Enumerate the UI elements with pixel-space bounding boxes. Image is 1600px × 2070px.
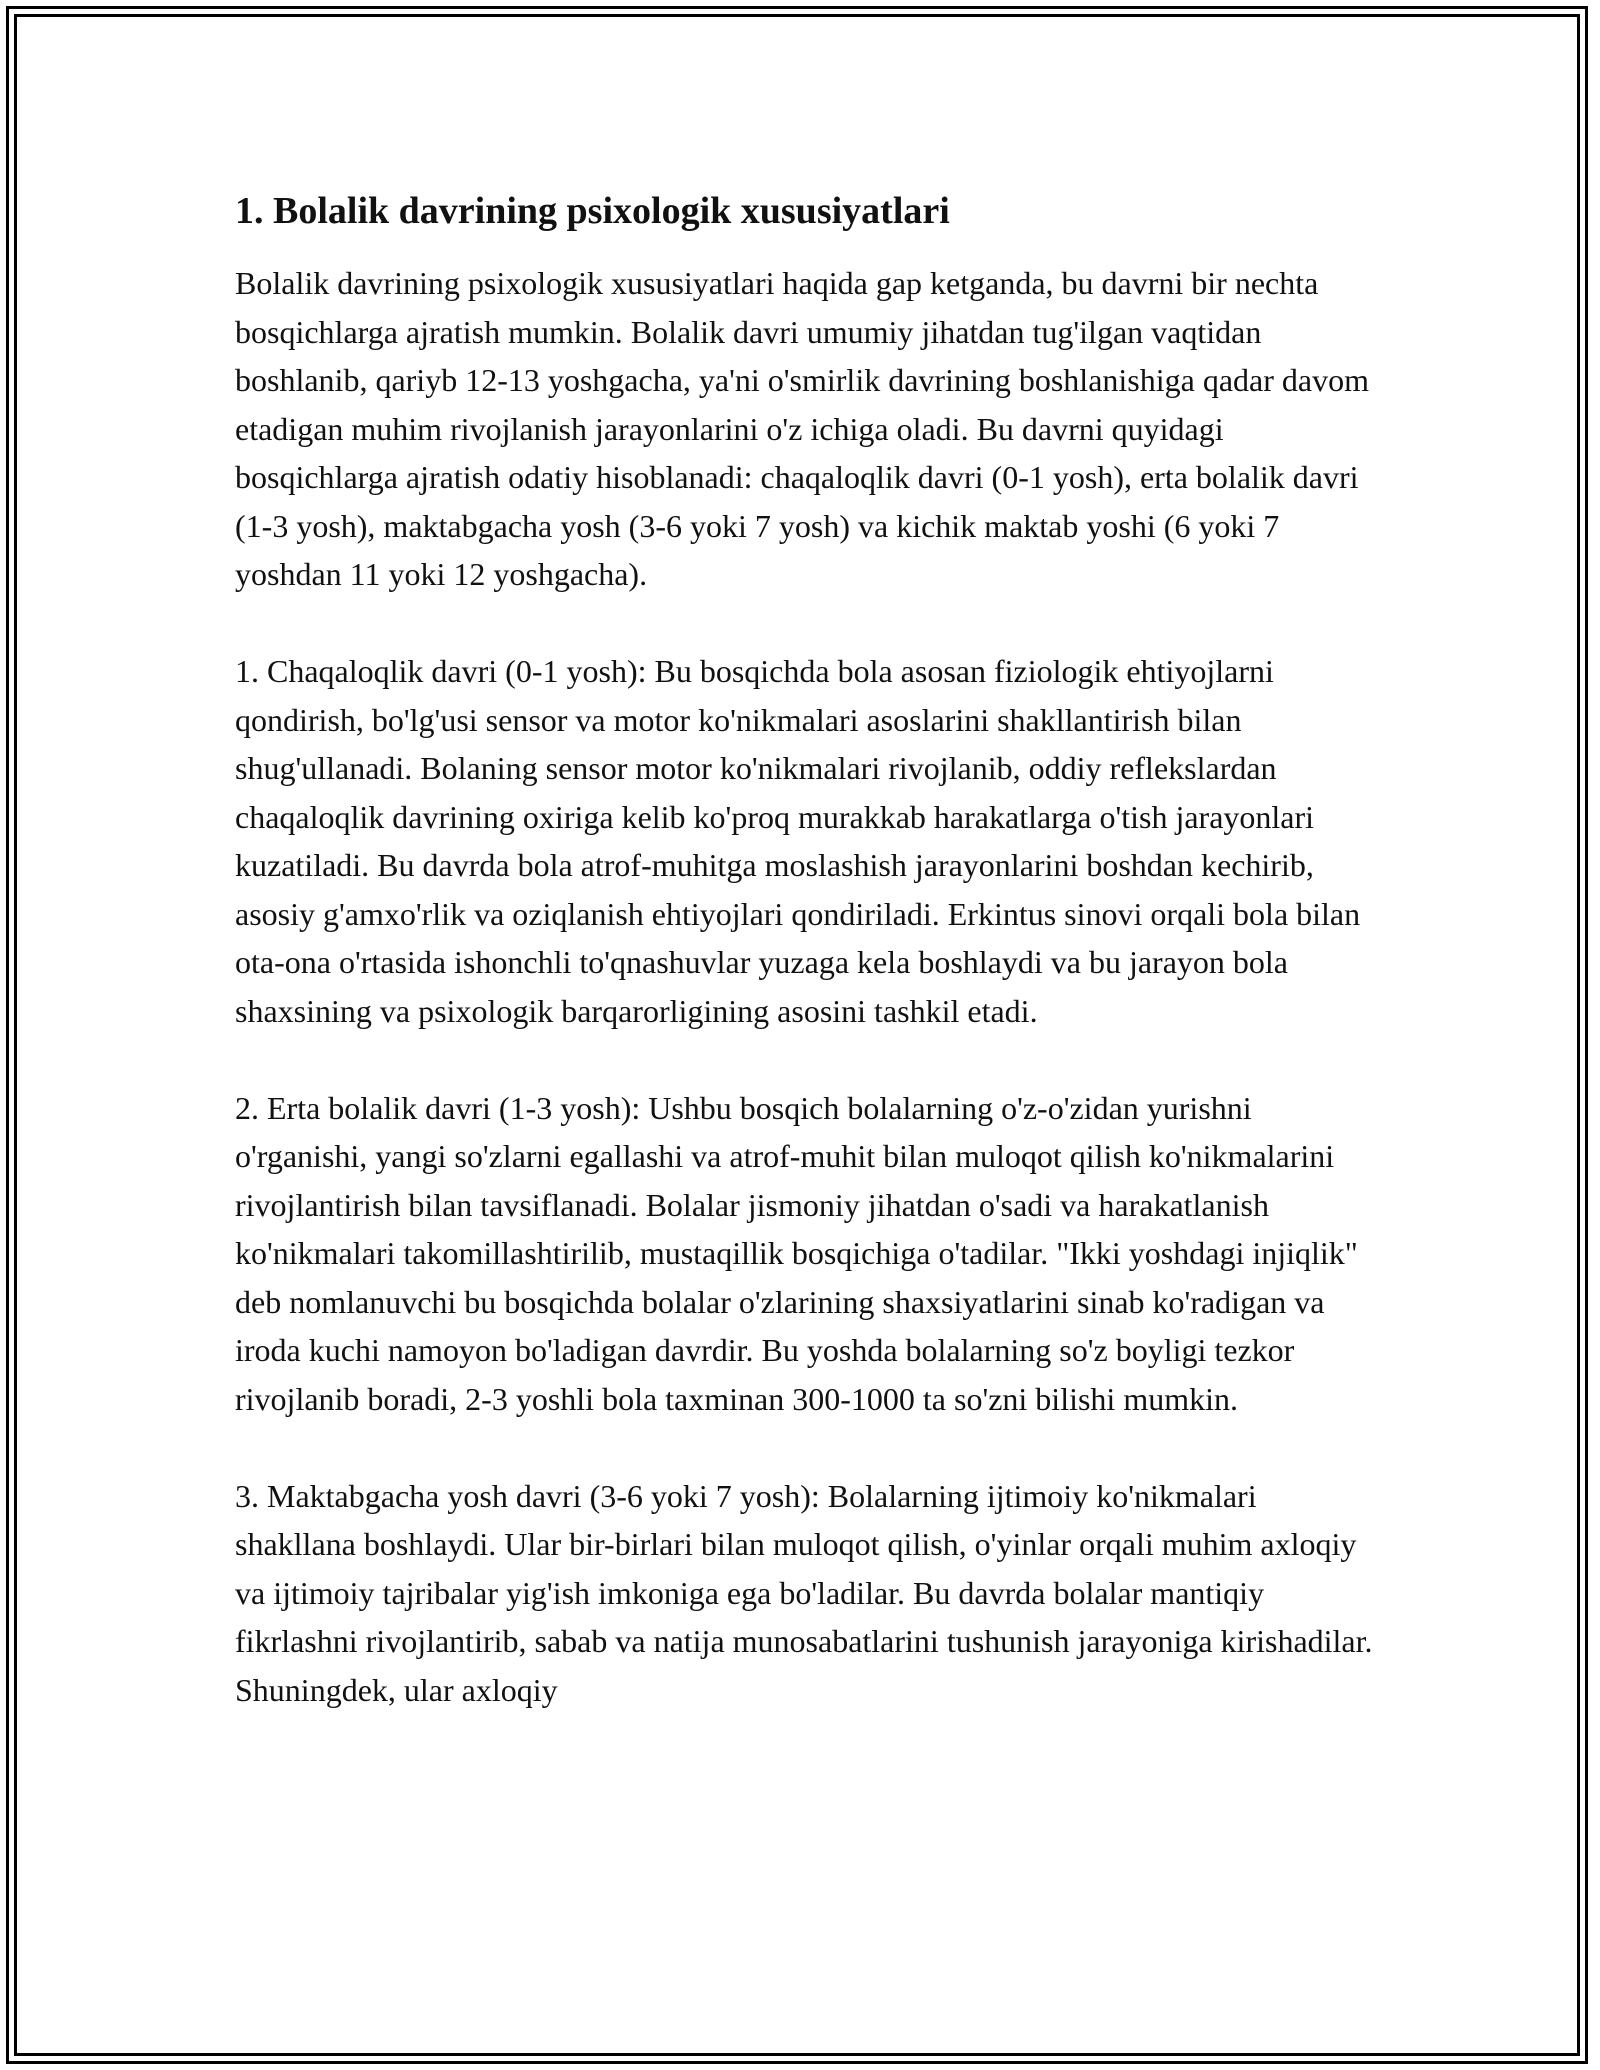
infancy-paragraph: 1. Chaqaloqlik davri (0-1 yosh): Bu bosqichda bola asosan fiziologik ehtiyojlarni qondirish, bo'lg'usi sensor va motor ko'nikmalari asoslarini shakllantirish bilan shug'ullanadi. Bolaning sensor motor ko'nikmalari rivojlanib, oddiy reflekslardan chaqaloqlik davrining oxiriga kelib ko'proq murakkab harakatlarga o'tish jarayonlari kuzatiladi. Bu davrda bola atrof-muhitga moslashish jarayonlarini boshdan kechirib, asosiy g'amxo'rlik va oziqlanish ehtiyojlari qondiriladi. Erkintus sinovi orqali bola bilan ota-ona o'rtasida ishonchli to'qnashuvlar yuzaga kela boshlaydi va bu jarayon bola shaxsining va psixologik barqarorligining asosini tashkil etadi. [235,653,1361,1029]
document-body [235,185,1375,1763]
preschool-paragraph: 3. Maktabgacha yosh davri (3-6 yoki 7 yosh): Bolalarning ijtimoiy ko'nikmalari shakllana boshlaydi. Ular bir-birlari bilan muloqot qilish, o'yinlar orqali muhim axloqiy va ijtimoiy tajribalar yig'ish imkoniga ega bo'ladilar. Bu davrda bolalar mantiqiy fikrlashni rivojlantirib, sabab va natija munosabatlarini tushunish jarayoniga kirishadilar. Shuningdek, ular axloqiy [235,1477,1373,1708]
early-childhood-paragraph: 2. Erta bolalik davri (1-3 yosh): Ushbu bosqich bolalarning o'z-o'zidan yurishni o'rganishi, yangi so'zlarni egallashi va atrof-muhit bilan muloqot qilish ko'nikmalarini rivojlantirish bilan tavsiflanadi. Bolalar jismoniy jihatdan o'sadi va harakatlanish ko'nikmalari takomillashtirilib, mustaqillik bosqichiga o'tadilar. "Ikki yoshdagi injiqlik" deb nomlanuvchi bu bosqichda bolalar o'zlarining shaxsiyatlarini sinab ko'radigan va iroda kuchi namoyon bo'ladigan davrdir. Bu yoshda bolalarning so'z boyligi tezkor rivojlanib boradi, 2-3 yoshli bola taxminan 300-1000 ta so'zni bilishi mumkin. [235,1089,1358,1417]
section-heading: 1. Bolalik davrining psixologik xususiyatlari [235,190,950,232]
intro-paragraph: Bolalik davrining psixologik xususiyatlari haqida gap ketganda, bu davrni bir nechta bosqichlarga ajratish mumkin. Bolalik davri umumiy jihatdan tug'ilgan vaqtidan boshlanib, qariyb 12-13 yoshgacha, ya'ni o'smirlik davrining boshlanishiga qadar davom etadigan muhim rivojlanish jarayonlarini o'z ichiga oladi. Bu davrni quyidagi bosqichlarga ajratish odatiy hisoblanadi: chaqaloqlik davri (0-1 yosh), erta bolalik davri (1-3 yosh), maktabgacha yosh (3-6 yoki 7 yosh) va kichik maktab yoshi (6 yoki 7 yoshdan 11 yoki 12 yoshgacha). [235,265,1369,592]
